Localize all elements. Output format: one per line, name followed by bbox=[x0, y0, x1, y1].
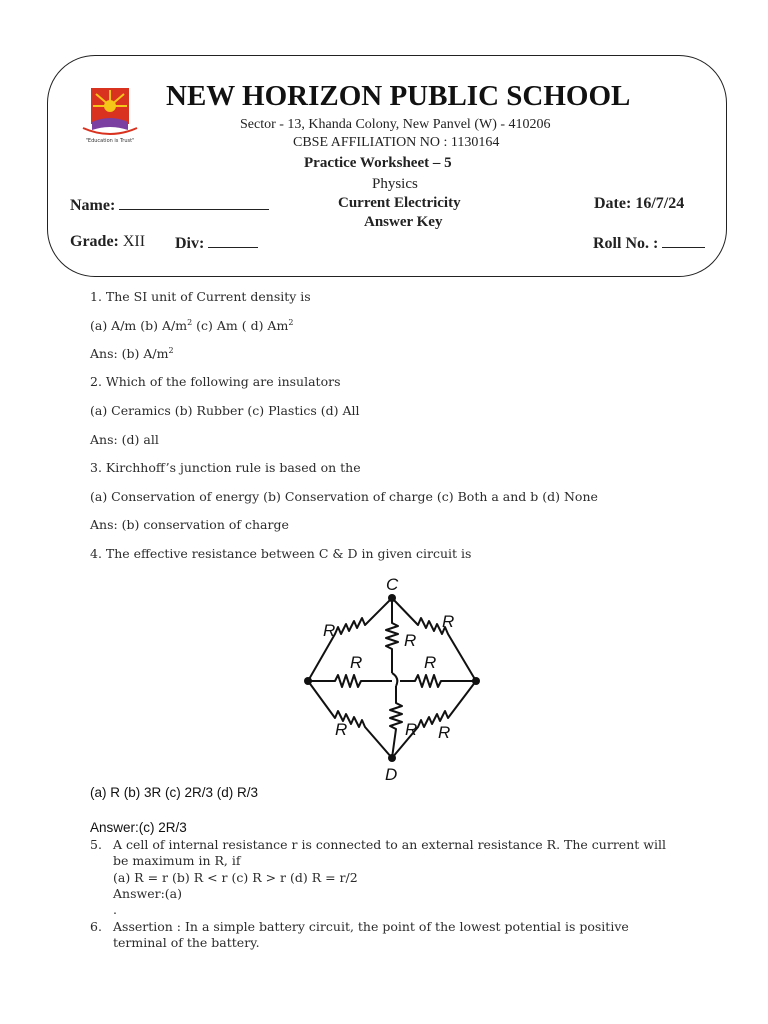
label-r-horizontal-right: R bbox=[424, 653, 437, 672]
q5-answer: Answer:(a) bbox=[113, 886, 182, 901]
div-blank bbox=[208, 233, 258, 248]
label-r-horizontal-left: R bbox=[350, 653, 363, 672]
q2-text: 2. Which of the following are insulators bbox=[90, 374, 341, 389]
affiliation: CBSE AFFILIATION NO : 1130164 bbox=[293, 135, 500, 150]
q6-number: 6. bbox=[90, 919, 102, 934]
label-r-top-left: R bbox=[323, 621, 336, 640]
q4-answer: Answer:(c) 2R/3 bbox=[90, 820, 187, 835]
name-field: Name: bbox=[70, 195, 269, 215]
date-field: Date: 16/7/24 bbox=[594, 195, 685, 212]
q6-text: Assertion : In a simple battery circuit, the point of the lowest potential is positive terminal of the battery. bbox=[113, 919, 629, 950]
grade-field: Grade: XII bbox=[70, 233, 146, 250]
resistor-horizontal-right bbox=[400, 675, 476, 687]
worksheet-title: Practice Worksheet – 5 bbox=[304, 155, 452, 171]
q5-options: (a) R = r (b) R < r (c) R > r (d) R = r/2 bbox=[113, 870, 358, 885]
q5-text: A cell of internal resistance r is connected to an external resistance R. The current will be maximum in R, if bbox=[113, 837, 666, 868]
node-left bbox=[304, 677, 312, 685]
name-blank bbox=[119, 195, 269, 210]
logo-motto: "Education is Trust" bbox=[85, 138, 135, 144]
school-name: NEW HORIZON PUBLIC SCHOOL bbox=[166, 80, 631, 112]
q3-text: 3. Kirchhoff’s junction rule is based on the bbox=[90, 460, 361, 475]
label-r-top-right: R bbox=[442, 612, 455, 631]
resistor-horizontal-left bbox=[308, 675, 392, 687]
node-label-d: D bbox=[385, 765, 398, 784]
q4-options: (a) R (b) 3R (c) 2R/3 (d) R/3 bbox=[90, 785, 259, 800]
wire-crossing bbox=[392, 673, 397, 686]
topic: Current Electricity bbox=[338, 195, 461, 211]
q1-options: (a) A/m (b) $A/m^2$ (c) Am ( d) Am$^2$ bbox=[90, 318, 294, 334]
roll-field: Roll No. : bbox=[593, 233, 705, 253]
resistor-vertical-top bbox=[386, 598, 398, 673]
school-address: Sector - 13, Khanda Colony, New Panvel (W) - 410206 bbox=[240, 117, 551, 132]
q2-options: (a) Ceramics (b) Rubber (c) Plastics (d) All bbox=[90, 403, 360, 418]
label-r-bottom-right: R bbox=[438, 723, 451, 742]
q5-number: 5. bbox=[90, 837, 102, 852]
q4-text: 4. The effective resistance between C & D in given circuit is bbox=[90, 546, 472, 561]
node-right bbox=[472, 677, 480, 685]
label-r-vertical-top: R bbox=[404, 631, 417, 650]
q2-answer: Ans: (d) all bbox=[90, 432, 159, 447]
node-d bbox=[388, 754, 396, 762]
roll-blank bbox=[662, 233, 705, 248]
q1-text: 1. The SI unit of Current density is bbox=[90, 289, 311, 304]
q1-answer: Ans: (b) $A/m^2$ bbox=[90, 346, 174, 362]
q3-answer: Ans: (b) conservation of charge bbox=[90, 517, 289, 532]
node-c bbox=[388, 594, 396, 602]
subject: Physics bbox=[372, 176, 418, 192]
node-label-c: C bbox=[386, 575, 399, 594]
div-field: Div: bbox=[175, 233, 258, 253]
answer-key-label: Answer Key bbox=[364, 214, 443, 230]
q5-dot: . bbox=[113, 902, 117, 917]
circuit-diagram bbox=[290, 568, 490, 788]
school-logo bbox=[78, 84, 153, 154]
label-r-vertical-bottom: R bbox=[405, 720, 418, 739]
label-r-bottom-left: R bbox=[335, 720, 348, 739]
resistor-bottom-left bbox=[308, 681, 392, 758]
q3-options: (a) Conservation of energy (b) Conservation of charge (c) Both a and b (d) None bbox=[90, 489, 598, 504]
